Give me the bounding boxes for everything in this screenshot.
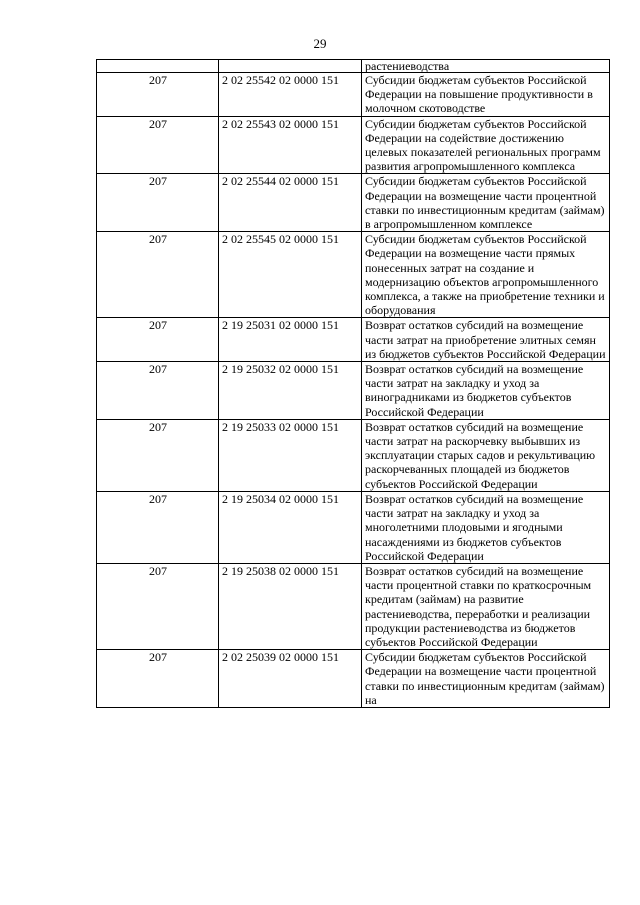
revenue-name-cell: Субсидии бюджетам субъектов Российской Федерации на возмещение части прямых понесенных затрат на создание и модернизацию объектов агропромышленного комплекса, а также на приобретение техники и оборудования xyxy=(362,232,610,318)
budget-code-cell: 2 19 25033 02 0000 151 xyxy=(219,419,362,491)
budget-code-cell: 2 19 25031 02 0000 151 xyxy=(219,318,362,362)
page-number: 29 xyxy=(313,36,327,51)
table-row xyxy=(97,232,610,318)
table-row-continuation xyxy=(97,60,610,73)
budget-code-cell: 2 02 25039 02 0000 151 xyxy=(219,650,362,708)
revenue-name-cell: Субсидии бюджетам субъектов Российской Федерации на возмещение части процентной ставки по инвестиционным кредитам (займам) в агропромышленном комплексе xyxy=(362,174,610,232)
revenue-name-cell: Субсидии бюджетам субъектов Российской Федерации на возмещение части процентной ставки по инвестиционным кредитам (займам) на xyxy=(362,650,610,708)
table-row xyxy=(97,650,610,708)
revenue-name-cell: Возврат остатков субсидий на возмещение части процентной ставки по краткосрочным кредитам (займам) на развитие растениеводства, переработки и реализации продукции растениеводства из бюджетов субъектов Российской Федерации xyxy=(362,563,610,649)
revenue-name-cell: Возврат остатков субсидий на возмещение части затрат на закладку и уход за многолетними плодовыми и ягодными насаждениями из бюджетов субъектов Российской Федерации xyxy=(362,491,610,563)
table-row xyxy=(97,73,610,117)
table-row xyxy=(97,563,610,649)
budget-code-cell: 2 02 25542 02 0000 151 xyxy=(219,73,362,117)
admin-code-cell: 207 xyxy=(97,116,219,174)
admin-code-cell: 207 xyxy=(97,73,219,117)
table-row xyxy=(97,318,610,362)
budget-code-cell: 2 02 25545 02 0000 151 xyxy=(219,232,362,318)
admin-code-cell: 207 xyxy=(97,419,219,491)
admin-code-cell: 207 xyxy=(97,318,219,362)
admin-code-cell xyxy=(97,60,219,73)
table-row xyxy=(97,419,610,491)
revenue-name-cell: Возврат остатков субсидий на возмещение части затрат на раскорчевку выбывших из эксплуатации старых садов и рекультивацию раскорчеванных площадей из бюджетов субъектов Российской Федерации xyxy=(362,419,610,491)
revenue-name-cell: Субсидии бюджетам субъектов Российской Федерации на содействие достижению целевых показателей региональных программ развития агропромышленного комплекса xyxy=(362,116,610,174)
admin-code-cell: 207 xyxy=(97,563,219,649)
table-row xyxy=(97,116,610,174)
revenue-name-cell: Возврат остатков субсидий на возмещение части затрат на закладку и уход за виноградниками из бюджетов субъектов Российской Федерации xyxy=(362,362,610,420)
budget-classification-table xyxy=(96,59,610,708)
revenue-name-cell: растениеводства xyxy=(362,60,610,73)
budget-code-cell: 2 19 25038 02 0000 151 xyxy=(219,563,362,649)
admin-code-cell: 207 xyxy=(97,650,219,708)
budget-code-cell: 2 19 25034 02 0000 151 xyxy=(219,491,362,563)
admin-code-cell: 207 xyxy=(97,491,219,563)
budget-code-cell: 2 19 25032 02 0000 151 xyxy=(219,362,362,420)
table-row xyxy=(97,174,610,232)
admin-code-cell: 207 xyxy=(97,362,219,420)
budget-code-cell xyxy=(219,60,362,73)
table-row xyxy=(97,362,610,420)
admin-code-cell: 207 xyxy=(97,174,219,232)
budget-code-cell: 2 02 25543 02 0000 151 xyxy=(219,116,362,174)
budget-code-cell: 2 02 25544 02 0000 151 xyxy=(219,174,362,232)
admin-code-cell: 207 xyxy=(97,232,219,318)
revenue-name-cell: Возврат остатков субсидий на возмещение части затрат на приобретение элитных семян из бюджетов субъектов Российской Федерации xyxy=(362,318,610,362)
revenue-name-cell: Субсидии бюджетам субъектов Российской Федерации на повышение продуктивности в молочном скотоводстве xyxy=(362,73,610,117)
table-row xyxy=(97,491,610,563)
